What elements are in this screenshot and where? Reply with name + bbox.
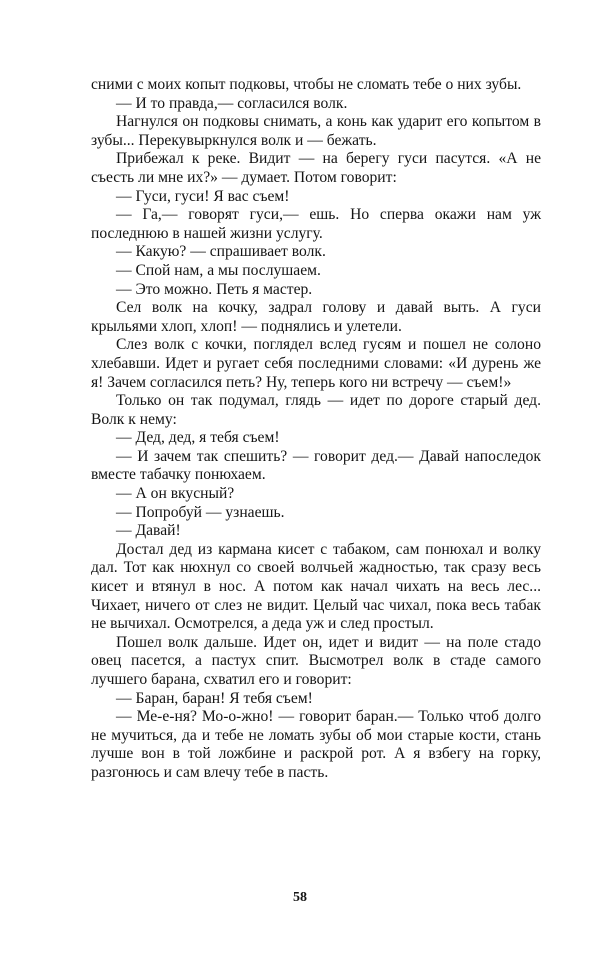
paragraph: — Дед, дед, я тебя съем! (116, 429, 280, 447)
page-number: 58 (293, 890, 307, 905)
paragraph: — Спой нам, а мы послушаем. (116, 261, 321, 279)
paragraph: — Давай! (116, 522, 181, 540)
paragraph: — Га,— говорят гуси,— ешь. Но сперва окажи нам уж последнюю в нашей жизни услугу. (91, 206, 541, 242)
paragraph: — Попробуй — узнаешь. (116, 503, 285, 521)
paragraph: Достал дед из кармана кисет с табаком, сам понюхал и волку дал. Тот как нюхнул со своей волчьей жадностью, так сразу весь кисет и втянул в нос. А потом как начал чихать на весь лес... Чихает, ничего от слез не видит. Целый час чихал, пока весь табак не вычихал. Осмотрелся, а деда уж и след простыл. (91, 540, 541, 633)
paragraph: — И то правда,— согласился волк. (116, 94, 348, 112)
paragraph: Слез волк с кочки, поглядел вслед гусям и пошел не солоно хлебавши. Идет и ругает себя последними словами: «И дурень же я! Зачем согласился петь? Ну, теперь кого ни встречу — съем!» (91, 336, 541, 391)
paragraph: — Ме-е-ня? Мо-о-жно! — говорит баран.— Только чтоб долго не мучиться, да и тебе не ломать зубы об мои старые кости, стань лучше вон в той ложбине и раскрой рот. А я взбегу на горку, разгонюсь и сам влечу тебе в пасть. (91, 708, 541, 781)
paragraph: — И зачем так спешить? — говорит дед.— Давай напоследок вместе табачку понюхаем. (91, 447, 541, 484)
paragraph: — А он вкусный? (116, 485, 235, 503)
paragraph: Сел волк на кочку, задрал голову и давай выть. А гуси крыльями хлоп, хлоп! — поднялись и улетели. (91, 299, 541, 335)
paragraph: Пошел волк дальше. Идет он, идет и видит — на поле стадо овец пасется, а пастух спит. Высмотрел волк в стаде самого лучшего барана, схватил его и говорит: (91, 633, 541, 688)
paragraph: Нагнулся он подковы снимать, а конь как ударит его копытом в зубы... Перекувыркнулся волк и — бежать. (91, 113, 541, 149)
paragraph: сними с моих копыт подковы, чтобы не сломать тебе о них зубы. (91, 76, 522, 93)
paragraph: Прибежал к реке. Видит — на берегу гуси пасутся. «А не съесть ли мне их?» — думает. Потом говорит: (91, 150, 541, 186)
paragraph: — Это можно. Петь я мастер. (116, 280, 313, 298)
paragraph: — Гуси, гуси! Я вас съем! (116, 187, 290, 205)
paragraph: Только он так подумал, глядь — идет по дороге старый дед. Волк к нему: (91, 392, 541, 428)
paragraph: — Какую? — спрашивает волк. (116, 243, 326, 261)
paragraph: — Баран, баран! Я тебя съем! (116, 689, 313, 707)
body-text (91, 76, 541, 783)
